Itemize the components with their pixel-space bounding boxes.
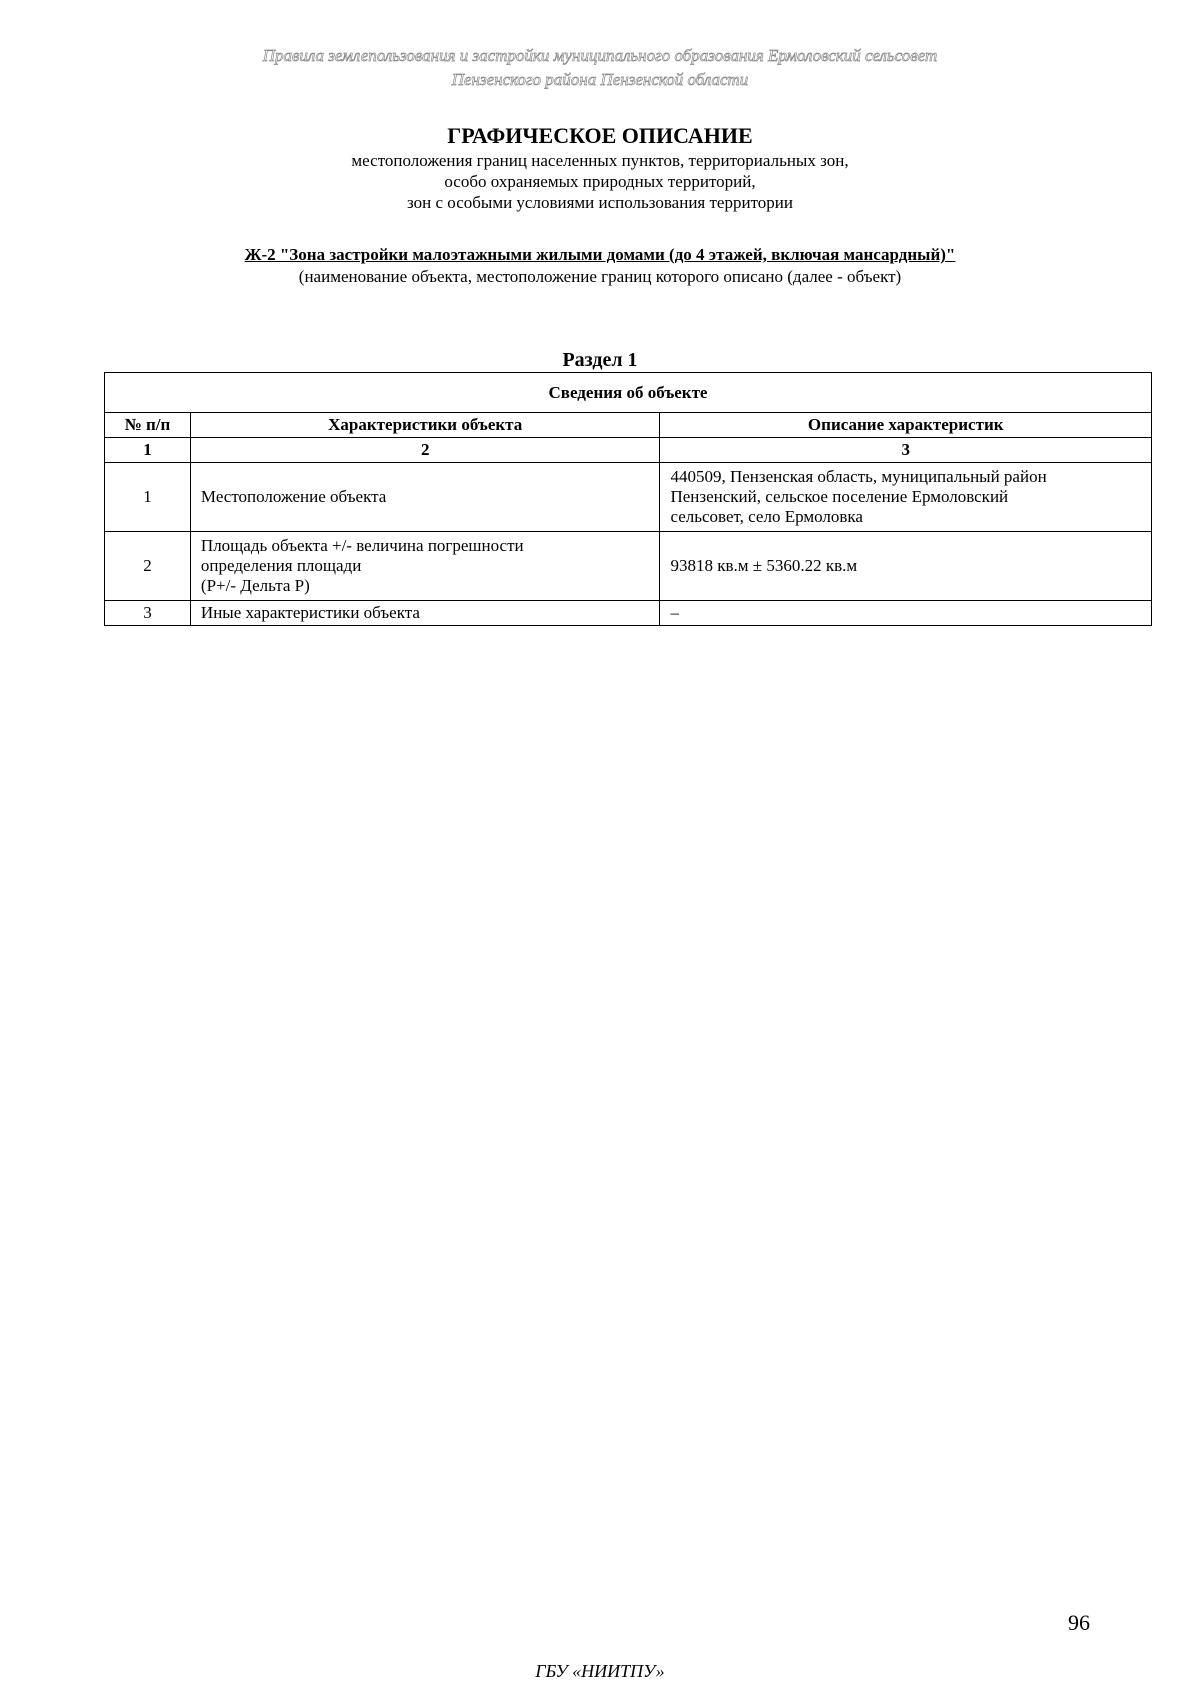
table-header-row xyxy=(105,413,1152,438)
object-name: Ж-2 "Зона застройки малоэтажными жилыми домами (до 4 этажей, включая мансардный)" xyxy=(244,245,956,264)
header-number: № п/п xyxy=(105,413,191,438)
row-number: 3 xyxy=(105,601,191,626)
table-caption-row xyxy=(105,373,1152,413)
running-header-line-1: Правила землепользования и застройки муниципального образования Ермоловский сельсовет xyxy=(262,46,938,65)
column-number-row xyxy=(105,438,1152,463)
table-caption: Сведения об объекте xyxy=(105,373,1152,413)
row-number: 1 xyxy=(105,463,191,532)
description-line: 440509, Пензенская область, муниципальный район xyxy=(670,467,1047,486)
characteristic-line: Иные характеристики объекта xyxy=(200,603,420,622)
document-title: ГРАФИЧЕСКОЕ ОПИСАНИЕ xyxy=(447,123,753,148)
description-line: Пензенский, сельское поселение Ермоловский xyxy=(670,487,1009,506)
row-characteristic xyxy=(190,463,660,532)
row-description xyxy=(660,532,1152,601)
row-description xyxy=(660,463,1152,532)
object-name-note: (наименование объекта, местоположение границ которого описано (далее - объект) xyxy=(298,267,902,286)
document-subtitle xyxy=(0,150,1200,213)
column-number-3: 3 xyxy=(660,438,1152,463)
header-description: Описание характеристик xyxy=(660,413,1152,438)
row-characteristic xyxy=(190,532,660,601)
description-line: – xyxy=(670,603,679,622)
row-number: 2 xyxy=(105,532,191,601)
header-characteristics: Характеристики объекта xyxy=(190,413,660,438)
row-description xyxy=(660,601,1152,626)
subtitle-line-2: особо охраняемых природных территорий, xyxy=(444,172,756,191)
row-characteristic xyxy=(190,601,660,626)
characteristic-line: определения площади xyxy=(200,556,362,575)
description-line: 93818 кв.м ± 5360.22 кв.м xyxy=(670,556,858,575)
characteristic-line: Местоположение объекта xyxy=(200,487,387,506)
column-number-2: 2 xyxy=(190,438,660,463)
table-row xyxy=(105,601,1152,626)
characteristic-line: (P+/- Дельта P) xyxy=(200,576,310,595)
footer-organization: ГБУ «НИИТПУ» xyxy=(535,1661,665,1681)
characteristic-line: Площадь объекта +/- величина погрешности xyxy=(200,536,524,555)
subtitle-line-1: местоположения границ населенных пунктов, территориальных зон, xyxy=(351,151,849,170)
subtitle-line-3: зон с особыми условиями использования территории xyxy=(407,193,793,212)
running-header xyxy=(0,44,1200,92)
object-info-table xyxy=(104,372,1152,626)
table-row xyxy=(105,532,1152,601)
running-header-line-2: Пензенского района Пензенской области xyxy=(451,70,749,89)
table-row xyxy=(105,463,1152,532)
description-line: сельсовет, село Ермоловка xyxy=(670,507,863,526)
column-number-1: 1 xyxy=(105,438,191,463)
section-title: Раздел 1 xyxy=(562,349,638,371)
page-number: 96 xyxy=(1068,1610,1090,1635)
